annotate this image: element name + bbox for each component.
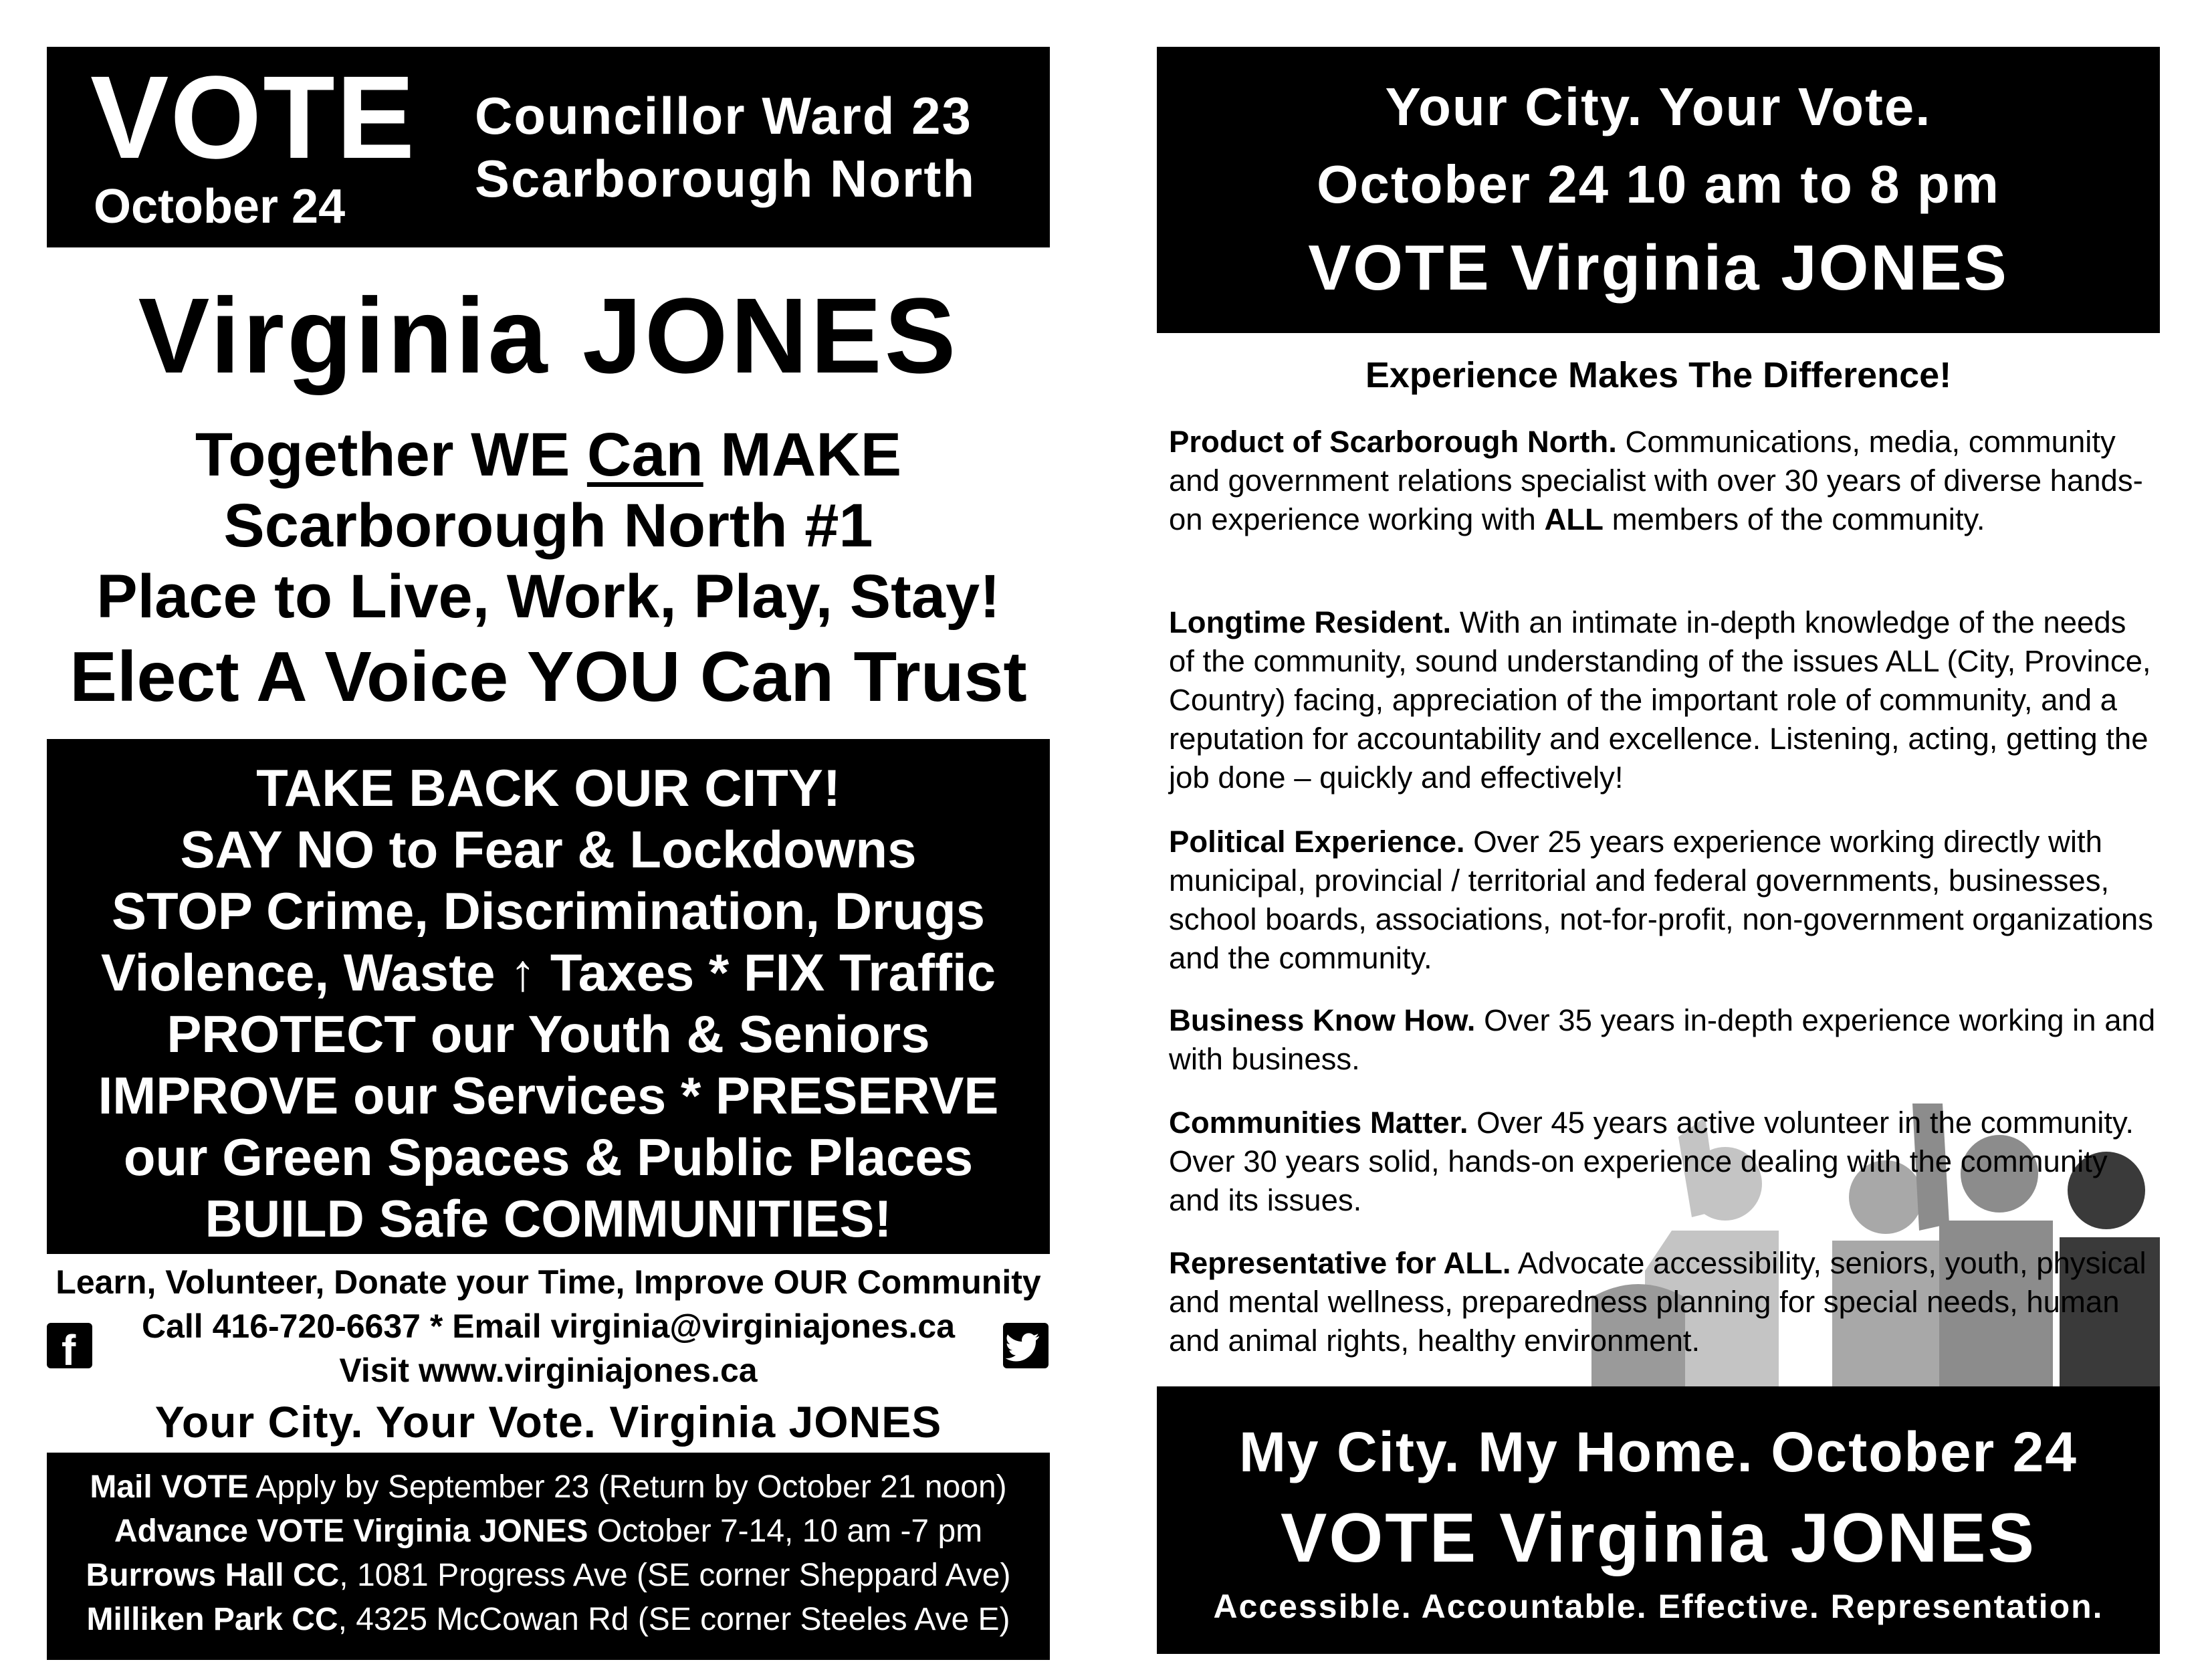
platform-box — [47, 739, 1050, 1254]
paragraph-text: With an intimate in-depth knowledge of the needs of the community, sound understanding of the issues ALL (City, Province, Country) facing, appreciation of the important role of community, and a reputation for accountability and excellence. Listening, acting, getting the job done – quickly and effectively! — [1169, 605, 2151, 795]
platform-line: SAY NO to Fear & Lockdowns — [180, 820, 917, 879]
paragraph-heading: Political Experience. — [1169, 825, 1465, 859]
right-footer-line-2: VOTE Virginia JONES — [1280, 1499, 2037, 1577]
facebook-icon[interactable]: f — [47, 1323, 92, 1368]
right-header-box — [1157, 47, 2160, 333]
candidate-name: Virginia JONES — [138, 276, 959, 395]
ward-title: Councillor Ward 23 — [475, 86, 972, 145]
paragraph-product — [1169, 423, 2159, 539]
paragraph-text: members of the community. — [1603, 502, 1985, 536]
platform-line: PROTECT our Youth & Seniors — [167, 1005, 930, 1063]
burrows-hall-label: Burrows Hall CC — [86, 1558, 340, 1593]
phone-email-line: Call 416-720-6637 * Email virginia@virginiajones.ca — [141, 1307, 955, 1345]
paragraph-text: Advocate accessibility, seniors, youth, physical and mental wellness, preparedness planning for special needs, human and animal rights, healthy environment. — [1169, 1246, 2146, 1358]
voting-info-box — [47, 1453, 1050, 1660]
mail-vote-details: Apply by September 23 (Return by October 21 noon) — [248, 1469, 1007, 1505]
slogan-text: MAKE — [703, 421, 902, 489]
paragraph-heading: Representative for ALL. — [1169, 1246, 1511, 1280]
right-header-line-2: October 24 10 am to 8 pm — [1317, 154, 2000, 214]
slogan-emphasis: Can — [586, 421, 703, 489]
paragraph-heading: Business Know How. — [1169, 1003, 1476, 1037]
right-footer-line-1: My City. My Home. October 24 — [1238, 1421, 2078, 1483]
platform-line: our Green Spaces & Public Places — [123, 1128, 974, 1186]
website-line: Visit www.virginiajones.ca — [339, 1352, 758, 1389]
right-header-line-3: VOTE Virginia JONES — [1308, 232, 2009, 304]
milliken-park-line — [47, 1601, 1050, 1638]
paragraph-representative — [1169, 1244, 2159, 1360]
advance-vote-label: Advance VOTE Virginia JONES — [114, 1513, 588, 1549]
milliken-park-address: , 4325 McCowan Rd (SE corner Steeles Ave E) — [338, 1602, 1010, 1637]
twitter-icon[interactable] — [1003, 1323, 1049, 1368]
platform-line: STOP Crime, Discrimination, Drugs — [111, 881, 986, 940]
paragraph-text: Communications, media, community and government relations specialist with over 30 years of diverse hands-on experience working with — [1169, 425, 2143, 536]
advance-vote-details: October 7-14, 10 am -7 pm — [588, 1513, 983, 1549]
vote-heading: VOTE — [90, 52, 417, 183]
experience-heading: Experience Makes The Difference! — [1365, 355, 1952, 395]
paragraph-political — [1169, 823, 2159, 978]
slogan-line-3: Place to Live, Work, Play, Stay! — [96, 562, 1000, 631]
paragraph-heading: Product of Scarborough North. — [1169, 425, 1617, 459]
slogan-line-1 — [47, 420, 1050, 490]
right-footer-line-3: Accessible. Accountable. Effective. Representation. — [1213, 1588, 2104, 1625]
paragraph-heading: Longtime Resident. — [1169, 605, 1452, 639]
volunteer-line: Learn, Volunteer, Donate your Time, Improve OUR Community — [56, 1263, 1041, 1301]
paragraph-text: Over 45 years active volunteer in the community. Over 30 years solid, hands-on experience dealing with the community and its issues. — [1169, 1106, 2134, 1217]
right-footer-box — [1157, 1386, 2160, 1654]
mail-vote-label: Mail VOTE — [90, 1469, 249, 1505]
paragraph-text: Over 25 years experience working directly with municipal, provincial / territorial and federal governments, businesses, school boards, associations, not-for-profit, non-government organizations and the community. — [1169, 825, 2153, 975]
burrows-hall-address: , 1081 Progress Ave (SE corner Sheppard Ave) — [339, 1558, 1011, 1593]
burrows-hall-line — [47, 1557, 1050, 1594]
left-tagline: Your City. Your Vote. Virginia JONES — [154, 1397, 942, 1447]
paragraph-communities — [1169, 1104, 2159, 1220]
slogan-line-2: Scarborough North #1 — [223, 492, 873, 560]
ward-area: Scarborough North — [475, 149, 976, 208]
paragraph-text: Over 35 years in-depth experience working in and with business. — [1169, 1003, 2156, 1076]
paragraph-heading: Communities Matter. — [1169, 1106, 1468, 1140]
right-header-line-1: Your City. Your Vote. — [1385, 77, 1932, 136]
mail-vote-line — [47, 1469, 1050, 1505]
platform-line: TAKE BACK OUR CITY! — [256, 758, 841, 817]
paragraph-emphasis: ALL — [1544, 502, 1604, 536]
vote-header-box — [47, 47, 1050, 247]
vote-date: October 24 — [94, 180, 346, 233]
milliken-park-label: Milliken Park CC — [86, 1602, 338, 1637]
twitter-bird-icon — [1003, 1323, 1049, 1368]
advance-vote-line — [47, 1513, 1050, 1550]
slogan-line-4: Elect A Voice YOU Can Trust — [70, 637, 1027, 716]
paragraph-business — [1169, 1001, 2159, 1079]
platform-line: BUILD Safe COMMUNITIES! — [205, 1189, 892, 1248]
platform-line: IMPROVE our Services * PRESERVE — [98, 1066, 999, 1125]
platform-line: Violence, Waste ↑ Taxes * FIX Traffic — [100, 943, 996, 1002]
paragraph-resident — [1169, 603, 2159, 797]
slogan-text: Together WE — [195, 421, 587, 489]
